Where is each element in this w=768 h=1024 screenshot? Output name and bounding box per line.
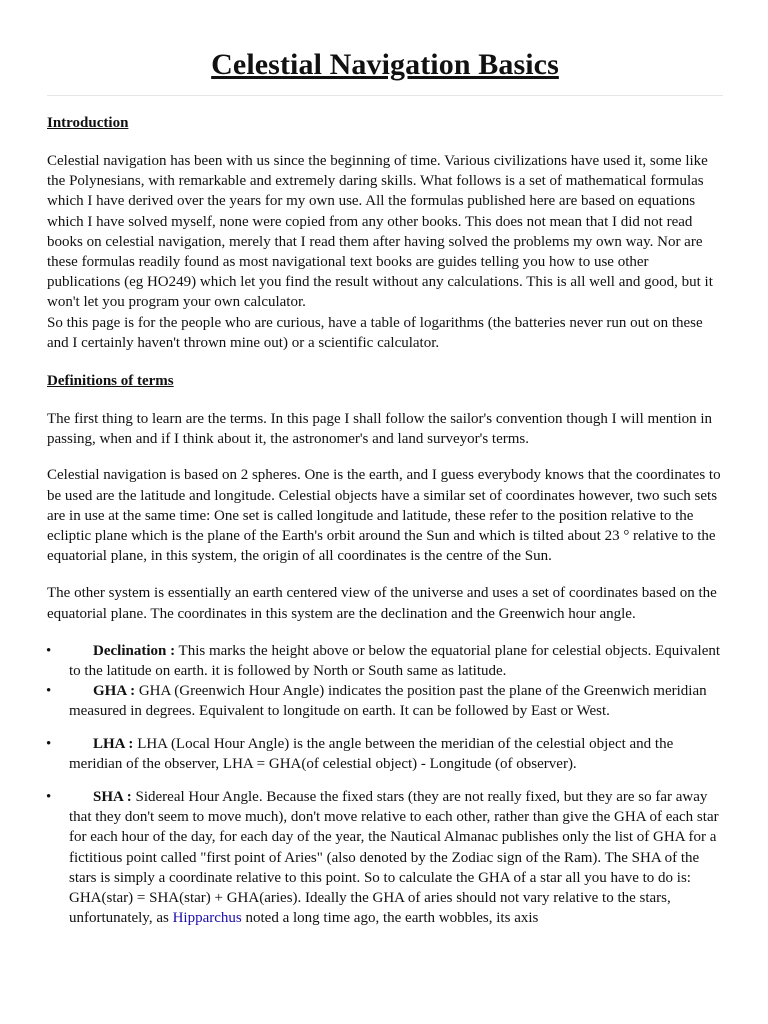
title-divider bbox=[47, 95, 723, 96]
terms-list bbox=[47, 641, 723, 929]
definitions-paragraph-1: The first thing to learn are the terms. In this page I shall follow the sailor's convention though I will mention in passing, when and if I think about it, the astronomer's and land surveyor's terms. bbox=[47, 411, 713, 448]
term-definition-continued: noted a long time ago, the earth wobbles, its axis bbox=[241, 910, 539, 927]
term-definition: Sidereal Hour Angle. Because the fixed stars (they are not really fixed, but they are so far away that they don't seem to move much), don't move relative to each other, rather than give the GHA of each star for each hour of the day, for each day of the year, the Nautical Almanac publishes only the list of GHA for a fictitious point called "first point of Aries" (also denoted by the Zodiac sign of the Ram). The SHA of the stars is simply a coordinate relative to this point. So to calculate the GHA of a star all you have to do is: GHA(star) = SHA(star) + GHA(aries). Ideally the GHA of aries should not vary relative to the stars, unfortunately, as bbox=[69, 789, 719, 927]
page-title: Celestial Navigation Basics bbox=[211, 48, 559, 81]
section-heading-definitions: Definitions of terms bbox=[47, 373, 174, 390]
term-definition: This marks the height above or below the equatorial plane for celestial objects. Equivalent to the latitude on earth. it is followed by North or South same as latitude. bbox=[69, 642, 721, 680]
bullet-icon: • bbox=[46, 683, 52, 700]
bullet-icon: • bbox=[46, 735, 52, 752]
term-item-declination bbox=[47, 641, 723, 681]
term-item-lha bbox=[47, 734, 723, 774]
introduction-paragraph-2: So this page is for the people who are curious, have a table of logarithms (the batteries never run out on these and I certainly haven't thrown mine out) or a scientific calculator. bbox=[47, 314, 703, 351]
document-page bbox=[47, 0, 723, 929]
bullet-icon: • bbox=[46, 642, 52, 659]
term-label: SHA : bbox=[93, 789, 132, 806]
term-item-gha bbox=[47, 681, 723, 721]
term-item-sha bbox=[47, 787, 723, 928]
term-label: GHA : bbox=[93, 683, 136, 700]
term-definition: LHA (Local Hour Angle) is the angle between the meridian of the celestial object and the meridian of the observer, LHA = GHA(of celestial object) - Longitude (of observer). bbox=[69, 735, 674, 772]
introduction-paragraph-1: Celestial navigation has been with us since the beginning of time. Various civilizations have used it, some like the Polynesians, with remarkable and extremely daring skills. What follows is a set of mathematical formulas which I have derived over the years for my own use. All the formulas published here are based on equations which I have solved myself, none were copied from any other books. This does not mean that I did not read books on celestial navigation, merely that I read them after having solved the problems my own way. Nor are these formulas readily found as most navigational text books are guides telling you how to use other publications (eg HO249) which let you find the result without any calculations. This is all well and good, but it won't let you program your own calculator. bbox=[47, 153, 713, 311]
term-label: Declination : bbox=[93, 642, 176, 659]
hipparchus-link[interactable]: Hipparchus bbox=[172, 910, 242, 927]
bullet-icon: • bbox=[46, 789, 52, 806]
definitions-paragraph-3: The other system is essentially an earth centered view of the universe and uses a set of coordinates based on the equatorial plane. The coordinates in this system are the declination and the Greenwich hour angle. bbox=[47, 585, 717, 622]
term-label: LHA : bbox=[93, 735, 134, 752]
definitions-paragraph-2: Celestial navigation is based on 2 spheres. One is the earth, and I guess everybody knows that the coordinates to be used are the latitude and longitude. Celestial objects have a similar set of coordinates however, two such sets are in use at the same time: One set is called longitude and latitude, these refer to the position relative to the ecliptic plane which is the plane of the Earth's orbit around the Sun and which is tilted about 23 ° relative to the equatorial plane, in this system, the origin of all coordinates is the centre of the Sun. bbox=[47, 467, 721, 565]
term-definition: GHA (Greenwich Hour Angle) indicates the position past the plane of the Greenwich meridian measured in degrees. Equivalent to longitude on earth. It can be followed by East or West. bbox=[69, 683, 707, 720]
section-heading-introduction: Introduction bbox=[47, 115, 129, 131]
